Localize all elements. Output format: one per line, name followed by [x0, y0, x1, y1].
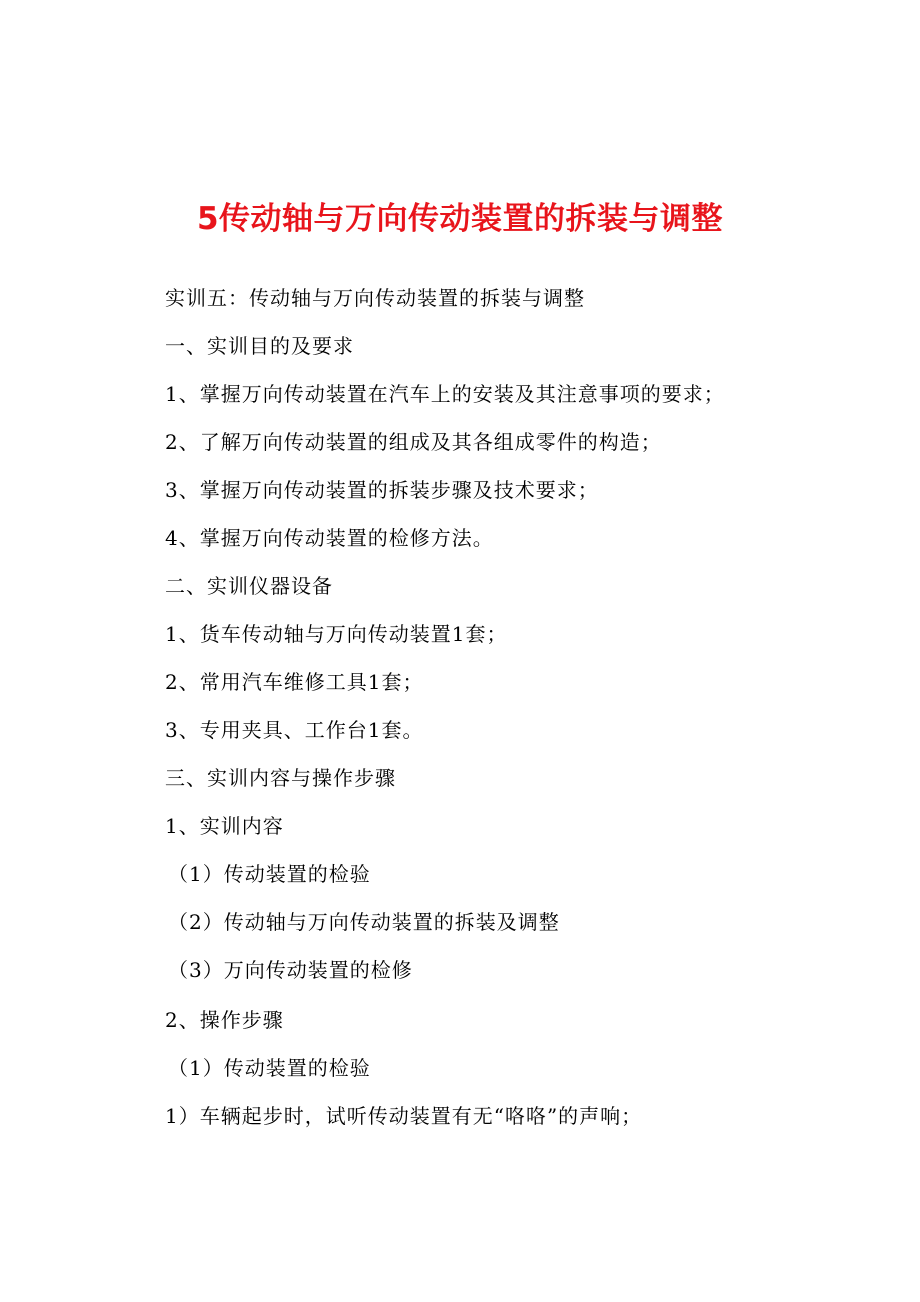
list-item: 2、常用汽车维修工具1套； [165, 670, 424, 694]
list-item: 1、掌握万向传动装置在汽车上的安装及其注意事项的要求； [165, 382, 725, 406]
section-heading-training-five: 实训五：传动轴与万向传动装置的拆装与调整 [165, 286, 585, 310]
subsection-heading-steps: 2、操作步骤 [165, 1008, 284, 1032]
list-item: （1）传动装置的检验 [168, 1056, 371, 1080]
list-item: 3、掌握万向传动装置的拆装步骤及技术要求； [165, 478, 599, 502]
list-item: 3、专用夹具、工作台1套。 [165, 718, 424, 742]
document-title: 5传动轴与万向传动装置的拆装与调整 [196, 201, 724, 237]
list-item: 2、了解万向传动装置的组成及其各组成零件的构造； [165, 430, 662, 454]
list-item: （1）传动装置的检验 [168, 862, 371, 886]
list-item: 4、掌握万向传动装置的检修方法。 [165, 526, 494, 550]
subsection-heading-content: 1、实训内容 [165, 814, 284, 838]
list-item: （2）传动轴与万向传动装置的拆装及调整 [168, 910, 560, 934]
section-heading-equipment: 二、实训仪器设备 [165, 574, 333, 598]
section-heading-content-steps: 三、实训内容与操作步骤 [165, 766, 396, 790]
list-item: （3）万向传动装置的检修 [168, 958, 413, 982]
section-heading-objectives: 一、实训目的及要求 [165, 334, 354, 358]
list-item: 1）车辆起步时，试听传动装置有无“咯咯”的声响； [165, 1104, 643, 1128]
list-item: 1、货车传动轴与万向传动装置1套； [165, 622, 508, 646]
